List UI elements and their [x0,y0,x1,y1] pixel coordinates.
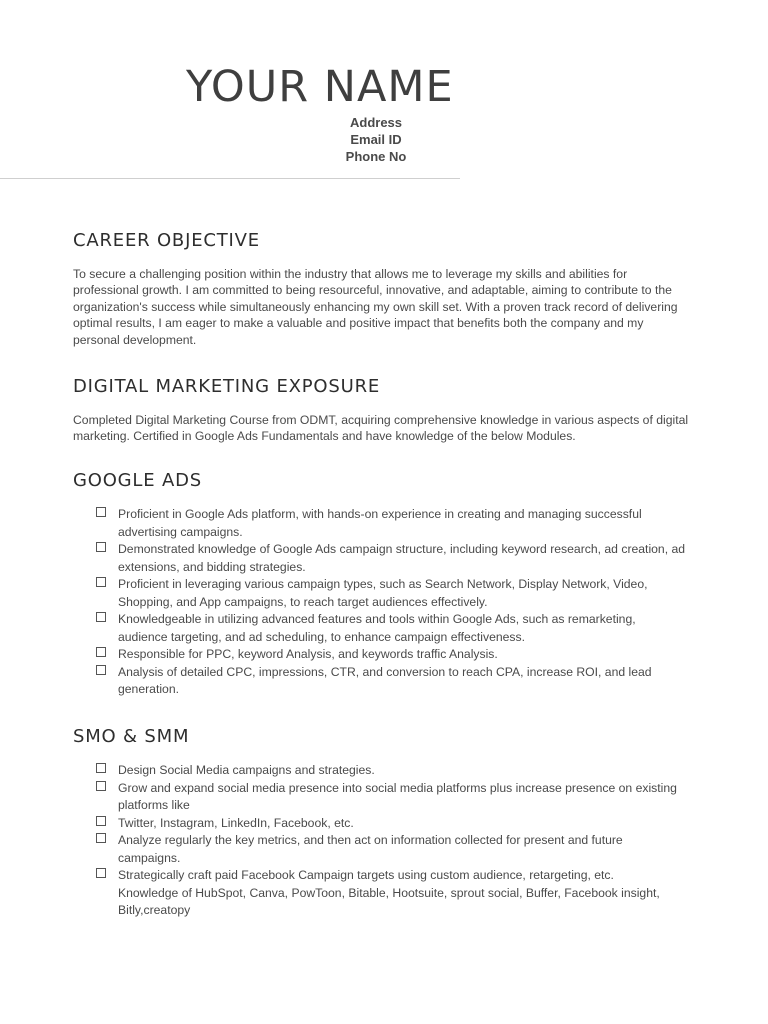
phone-line: Phone No [345,149,407,164]
checkbox-icon [96,763,106,773]
address-line: Address [349,115,403,130]
list-item [96,762,686,780]
list-item [96,832,686,867]
checkbox-icon [96,612,106,622]
resume-name: YOUR NAME [186,62,454,112]
list-item-text: Proficient in leveraging various campaign types, such as Search Network, Display Network, Video, Shopping, and App campaigns, to reach target audiences effectively. [118,577,648,609]
list-item [96,780,686,815]
list-item-text: Design Social Media campaigns and strategies. [118,763,375,777]
list-item-text: Demonstrated knowledge of Google Ads campaign structure, including keyword research, ad creation, ad extensions, and bidding strategies. [118,542,686,574]
list-item-text: Grow and expand social media presence into social media platforms plus increase presence on existing platforms like [118,780,677,812]
list-item-text: Knowledge of HubSpot, Canva, PowToon, Bitable, Hootsuite, sprout social, Buffer, Facebook insight, Bitly,creatopy [118,885,660,917]
checkbox-icon [96,542,106,552]
list-item-text: Twitter, Instagram, LinkedIn, Facebook, etc. [118,815,354,830]
list-item [96,506,686,541]
list-item-text: Analysis of detailed CPC, impressions, CTR, and conversion to reach CPA, increase ROI, and lead generation. [118,664,652,696]
checkbox-icon [96,647,106,657]
section-heading-smo-smm: SMO & SMM [73,726,190,747]
list-item-text: Strategically craft paid Facebook Campaign targets using custom audience, retargeting, etc. [118,868,614,882]
list-item-text: Knowledgeable in utilizing advanced features and tools within Google Ads, such as remarketing, audience targeting, and ad scheduling, to enhance campaign effectiveness. [118,612,636,644]
email-line: Email ID [350,132,402,147]
list-item [96,815,686,833]
section-heading-digital-marketing: DIGITAL MARKETING EXPOSURE [73,376,381,397]
list-item [96,885,686,920]
list-item-text: Proficient in Google Ads platform, with hands-on experience in creating and managing successful advertising campaigns. [118,507,642,539]
checkbox-icon [96,665,106,675]
list-item [96,867,686,885]
list-item-text: Responsible for PPC, keyword Analysis, and keywords traffic Analysis. [118,647,498,661]
checkbox-icon [96,781,106,791]
list-item [96,611,686,646]
list-item [96,541,686,576]
list-item [96,646,686,664]
checkbox-icon [96,816,106,826]
smo-smm-list [96,762,686,920]
career-objective-text: To secure a challenging position within the industry that allows me to leverage my skills and abilities for professional growth. I am committed to being resourceful, innovative, and adaptable, aiming to contribute to the organization's success while simultaneously enhancing my own skill set. With a proven track record of delivering optimal results, I am eager to make a valuable and positive impact that benefits both the company and my personal development. [73,267,678,347]
list-item [96,664,686,699]
section-heading-career-objective: CAREER OBJECTIVE [73,230,260,251]
header-divider [0,178,460,179]
section-heading-google-ads: GOOGLE ADS [73,470,202,491]
list-item-text: Analyze regularly the key metrics, and then act on information collected for present and future campaigns. [118,833,623,865]
checkbox-icon [96,833,106,843]
list-item [96,576,686,611]
checkbox-icon [96,868,106,878]
checkbox-icon [96,577,106,587]
contact-block [300,114,452,165]
google-ads-list [96,506,686,699]
digital-marketing-text: Completed Digital Marketing Course from ODMT, acquiring comprehensive knowledge in various aspects of digital marketing. Certified in Google Ads Fundamentals and have knowledge of the below Modules. [73,413,689,444]
checkbox-icon [96,507,106,517]
